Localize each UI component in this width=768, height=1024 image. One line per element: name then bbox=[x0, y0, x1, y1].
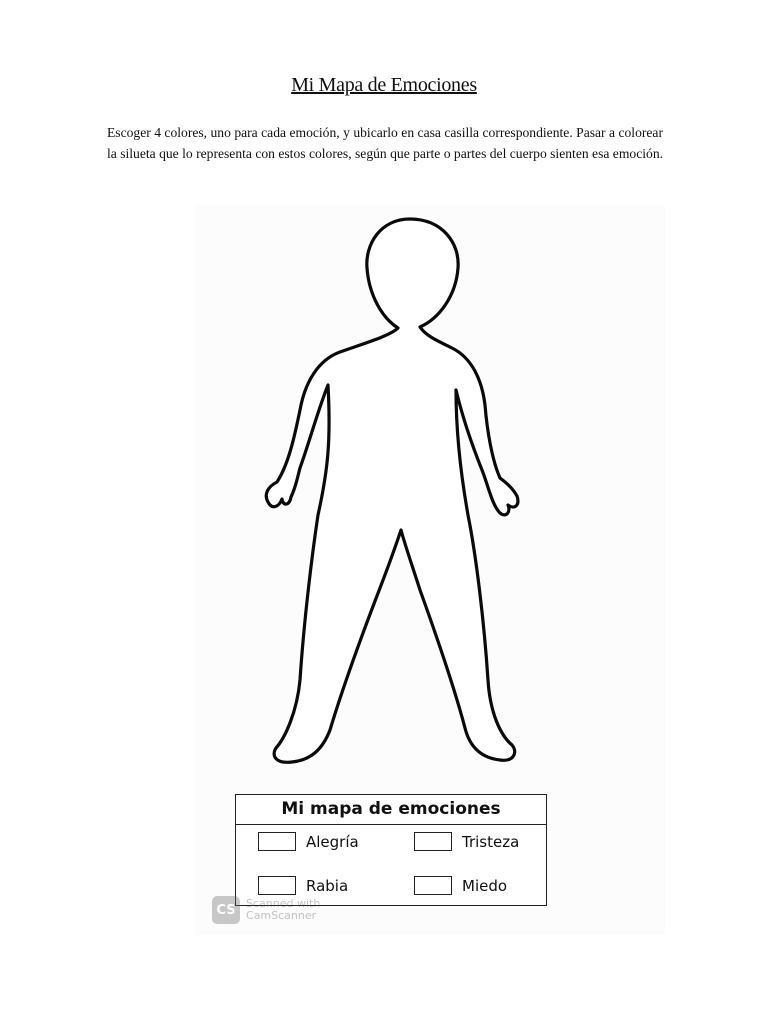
instructions-paragraph: Escoger 4 colores, uno para cada emoción, y ubicarlo en casa casilla correspondiente. Pasar a colorear la silueta que lo representa con estos colores, según que parte o partes del cuerpo sienten esa emoción. bbox=[107, 125, 664, 161]
camscanner-watermark bbox=[212, 896, 320, 924]
legend-label: Rabia bbox=[306, 876, 349, 895]
color-box bbox=[414, 832, 452, 851]
legend-label: Miedo bbox=[462, 876, 508, 895]
page-title: Mi Mapa de Emociones bbox=[291, 74, 477, 96]
legend-label: Tristeza bbox=[462, 832, 520, 851]
legend-item-tristeza bbox=[414, 832, 519, 851]
camscanner-logo-icon: CS bbox=[212, 896, 240, 924]
color-box bbox=[414, 876, 452, 895]
legend-title: Mi mapa de emociones bbox=[236, 795, 546, 825]
watermark-text: Scanned with CamScanner bbox=[246, 897, 321, 922]
legend-item-rabia bbox=[258, 876, 348, 895]
color-box bbox=[258, 832, 296, 851]
color-box bbox=[258, 876, 296, 895]
legend-label: Alegría bbox=[306, 832, 359, 851]
legend-item-alegria bbox=[258, 832, 359, 851]
emotion-legend bbox=[235, 794, 547, 906]
legend-item-miedo bbox=[414, 876, 507, 895]
